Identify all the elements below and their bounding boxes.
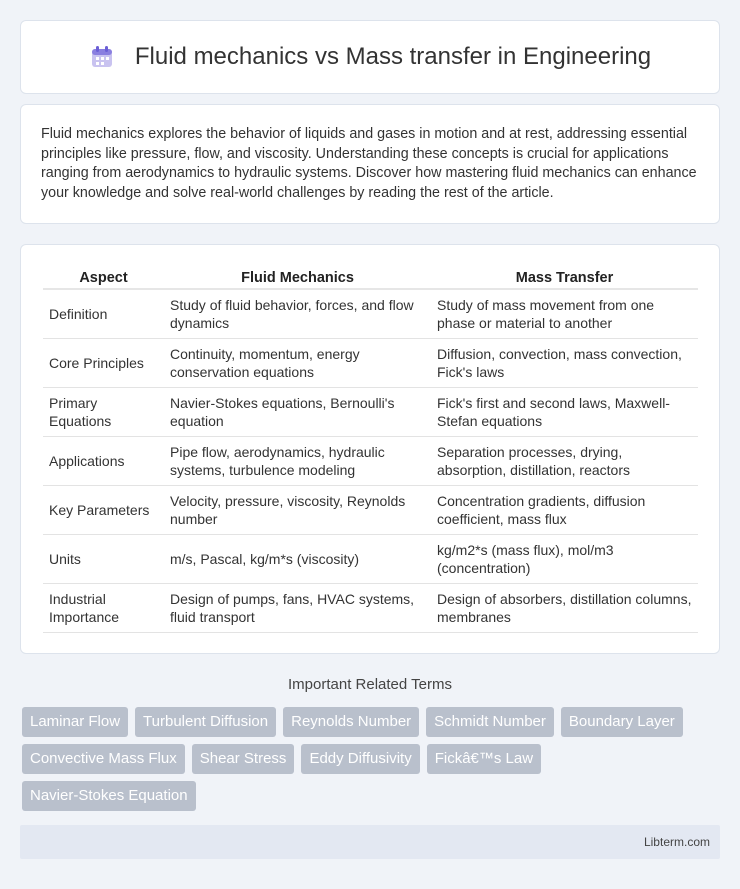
table-row: [43, 486, 698, 535]
table-row: [43, 290, 698, 339]
related-term-tag[interactable]: Convective Mass Flux: [22, 744, 185, 774]
related-term-tag[interactable]: Shear Stress: [192, 744, 295, 774]
table-header-row: [43, 263, 698, 290]
table-row: [43, 535, 698, 584]
calendar-icon: [89, 44, 115, 70]
footer: [20, 825, 720, 859]
table-cell: Applications: [43, 437, 164, 486]
table-cell: Study of fluid behavior, forces, and flow dynamics: [164, 290, 431, 339]
table-row: [43, 339, 698, 388]
table-row: [43, 437, 698, 486]
related-terms-list: [22, 707, 722, 818]
table-cell: kg/m2*s (mass flux), mol/m3 (concentration): [431, 535, 698, 584]
related-terms-title: Important Related Terms: [288, 676, 452, 693]
table-cell: Units: [43, 535, 164, 584]
table-cell: Industrial Importance: [43, 584, 164, 633]
table-cell: Study of mass movement from one phase or material to another: [431, 290, 698, 339]
page-title: Fluid mechanics vs Mass transfer in Engineering: [134, 43, 652, 70]
footer-site-link[interactable]: Libterm.com: [643, 835, 710, 849]
table-cell: Design of absorbers, distillation columns, membranes: [431, 584, 698, 633]
table-row: [43, 388, 698, 437]
table-cell: Pipe flow, aerodynamics, hydraulic systems, turbulence modeling: [164, 437, 431, 486]
table-cell: Key Parameters: [43, 486, 164, 535]
table-cell: Continuity, momentum, energy conservation equations: [164, 339, 431, 388]
comparison-table: [43, 263, 698, 633]
intro-text: Fluid mechanics explores the behavior of liquids and gases in motion and at rest, addressing essential principles like pressure, flow, and viscosity. Understanding these concepts is crucial for applications ranging from aerodynamics to hydraulic systems. Discover how mastering fluid mechanics can enhance your knowledge and solve real-world challenges by reading the rest of the article.: [41, 126, 697, 201]
related-term-tag[interactable]: Laminar Flow: [22, 707, 128, 737]
related-term-tag[interactable]: Eddy Diffusivity: [301, 744, 419, 774]
related-term-tag[interactable]: Navier-Stokes Equation: [22, 781, 196, 811]
related-term-tag[interactable]: Fickâ€™s Law: [427, 744, 541, 774]
table-cell: Concentration gradients, diffusion coefficient, mass flux: [431, 486, 698, 535]
table-cell: Separation processes, drying, absorption, distillation, reactors: [431, 437, 698, 486]
related-term-tag[interactable]: Turbulent Diffusion: [135, 707, 276, 737]
table-cell: Velocity, pressure, viscosity, Reynolds number: [164, 486, 431, 535]
header-fluid-mechanics: Fluid Mechanics: [164, 263, 431, 290]
intro-card: [20, 104, 720, 224]
table-cell: Fick's first and second laws, Maxwell-Stefan equations: [431, 388, 698, 437]
table-cell: Primary Equations: [43, 388, 164, 437]
table-cell: Diffusion, convection, mass convection, Fick's laws: [431, 339, 698, 388]
table-cell: m/s, Pascal, kg/m*s (viscosity): [164, 535, 431, 584]
table-cell: Design of pumps, fans, HVAC systems, fluid transport: [164, 584, 431, 633]
header-card: [20, 20, 720, 94]
related-term-tag[interactable]: Schmidt Number: [426, 707, 554, 737]
table-row: [43, 584, 698, 633]
table-cell: Core Principles: [43, 339, 164, 388]
comparison-table-card: [20, 244, 720, 654]
related-term-tag[interactable]: Reynolds Number: [283, 707, 419, 737]
table-cell: Navier-Stokes equations, Bernoulli's equation: [164, 388, 431, 437]
header-aspect: Aspect: [43, 263, 164, 290]
table-cell: Definition: [43, 290, 164, 339]
related-term-tag[interactable]: Boundary Layer: [561, 707, 683, 737]
header-mass-transfer: Mass Transfer: [431, 263, 698, 290]
